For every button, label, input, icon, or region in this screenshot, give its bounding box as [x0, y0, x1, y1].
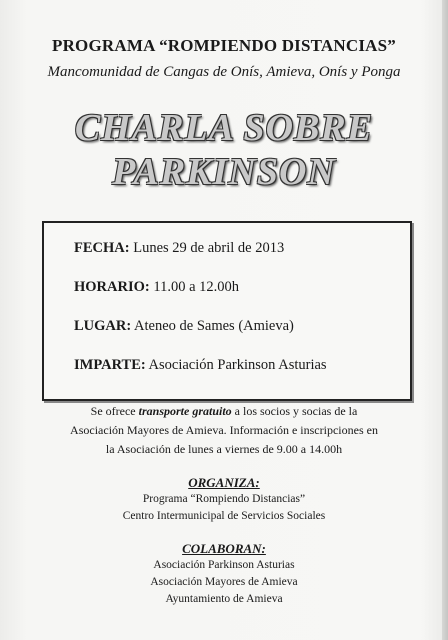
- headline-line-2: PARKINSON: [112, 151, 336, 193]
- imparte-row: [74, 357, 327, 374]
- colaboran-heading: COLABORAN:: [182, 541, 266, 556]
- lugar-label: LUGAR:: [74, 318, 132, 334]
- program-title: PROGRAMA “ROMPIENDO DISTANCIAS”: [51, 36, 396, 55]
- colaboran-item: Asociación Parkinson Asturias: [153, 559, 295, 571]
- fecha-value: Lunes 29 de abril de 2013: [133, 240, 285, 256]
- notice-line-2: Asociación Mayores de Amieva. Información e inscripciones en: [70, 423, 378, 437]
- notice-line-1: [0, 402, 448, 421]
- notice-part-2: a los socios y socias de la: [231, 404, 358, 418]
- notice-line-3: la Asociación de lunes a viernes de 9.00 a 14.00h: [105, 442, 343, 456]
- lugar-value: Ateneo de Sames (Amieva): [134, 318, 294, 334]
- notice-part-1: Se ofrece: [90, 404, 139, 418]
- organiza-item: Programa “Rompiendo Distancias”: [142, 493, 306, 505]
- event-details-box: [42, 221, 412, 401]
- headline-line-1: CHARLA SOBRE: [74, 107, 374, 149]
- fecha-row: [74, 240, 284, 257]
- colaboran-item: Asociación Mayores de Amieva: [150, 576, 298, 588]
- notice-emphasis: transporte gratuito: [138, 404, 232, 418]
- lugar-row: [74, 318, 294, 335]
- imparte-label: IMPARTE:: [74, 357, 146, 373]
- program-subtitle: Mancomunidad de Cangas de Onís, Amieva, Onís y Ponga: [47, 64, 401, 80]
- organiza-heading: ORGANIZA:: [188, 475, 260, 490]
- fecha-label: FECHA:: [74, 240, 130, 256]
- imparte-value: Asociación Parkinson Asturias: [148, 357, 327, 373]
- organiza-item: Centro Intermunicipal de Servicios Sociales: [122, 510, 326, 522]
- transport-notice: [0, 402, 448, 459]
- horario-value: 11.00 a 12.00h: [153, 279, 240, 295]
- horario-row: [74, 279, 239, 296]
- horario-label: HORARIO:: [74, 279, 150, 295]
- colaboran-item: Ayuntamiento de Amieva: [165, 593, 283, 605]
